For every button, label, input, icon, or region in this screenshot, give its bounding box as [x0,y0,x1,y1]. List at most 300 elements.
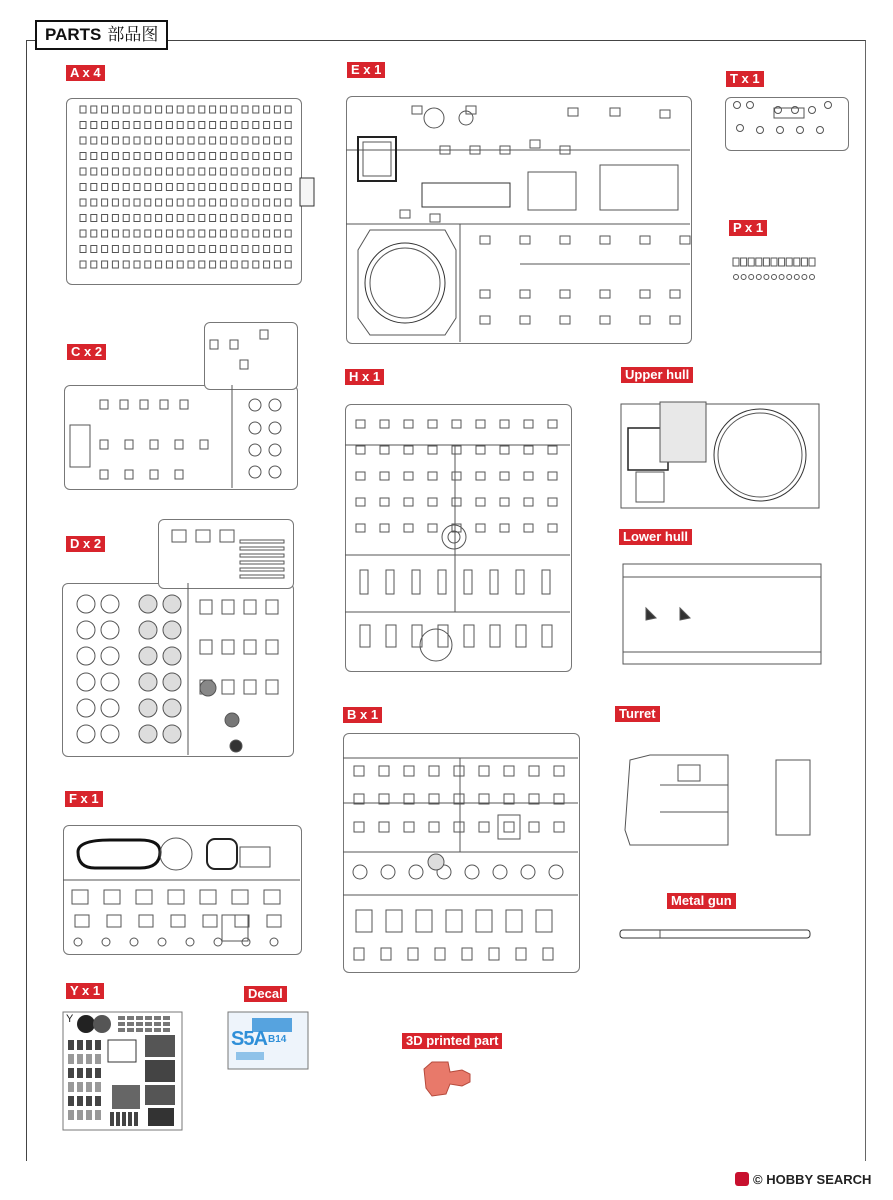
part-piece [177,230,183,237]
part-piece [810,275,815,280]
part-piece [825,102,832,109]
part-piece [242,122,248,129]
sprue-e-parts [400,106,690,324]
part-piece [77,1068,83,1078]
part-piece [380,524,389,532]
part-piece [285,168,291,175]
part-piece [660,110,670,118]
part-piece [127,1028,134,1032]
part-piece [210,340,218,349]
part-piece [199,261,205,268]
part-piece [91,261,97,268]
part-piece [180,400,188,409]
part-piece [479,766,489,776]
part-piece [220,261,226,268]
part-piece [112,184,118,191]
part-piece [101,621,119,639]
title-text: PARTS [45,25,102,44]
part-piece [102,230,108,237]
part-piece [200,440,208,449]
label-upper-hull: Upper hull [621,367,693,383]
part-piece [177,106,183,113]
part-piece [249,422,261,434]
part-piece [130,938,138,946]
part-piece [242,168,248,175]
part-piece [253,199,259,206]
part-piece [274,153,280,160]
part-piece [235,915,249,927]
part-piece [548,498,557,506]
part-piece [177,261,183,268]
part-piece [156,153,162,160]
part-piece [122,1112,126,1126]
part-piece [134,199,140,206]
part-piece [214,938,222,946]
part-piece [430,214,440,222]
part-piece [242,153,248,160]
label-sprue-t: T x 1 [726,71,764,87]
part-piece [199,230,205,237]
part-piece [749,275,754,280]
part-piece [264,890,280,904]
part-piece [400,210,410,218]
part-piece [139,915,153,927]
part-piece [102,938,110,946]
part-piece [104,890,120,904]
part-piece [102,153,108,160]
part-piece [145,184,151,191]
part-piece [145,153,151,160]
part-piece [112,246,118,253]
part-piece [86,1110,92,1120]
part-piece [134,1112,138,1126]
part-piece [264,215,270,222]
part-piece [240,360,248,369]
label-sprue-y: Y x 1 [66,983,104,999]
part-piece [264,168,270,175]
part-piece [102,137,108,144]
part-piece [210,199,216,206]
part-piece [166,261,172,268]
part-piece [231,230,237,237]
part-piece [354,948,364,960]
part-piece [269,399,281,411]
part-piece [356,910,372,932]
part-piece [118,1016,125,1020]
part-piece [524,498,533,506]
part-piece [199,137,205,144]
part-piece [244,600,256,614]
part-piece [274,246,280,253]
part-piece [112,168,118,175]
part-piece [504,766,514,776]
part-piece [356,498,365,506]
part-piece [524,472,533,480]
part-piece [428,524,437,532]
part-piece [404,472,413,480]
part-piece [150,470,158,479]
part-piece [199,122,205,129]
label-sprue-e: E x 1 [347,62,385,78]
part-piece [220,122,226,129]
part-piece [520,236,530,244]
part-piece [640,316,650,324]
part-piece [490,625,500,647]
part-piece [156,137,162,144]
part-piece [242,230,248,237]
part-piece [802,275,807,280]
part-piece [145,246,151,253]
part-piece [231,137,237,144]
part-piece [733,258,739,266]
part-piece [171,915,185,927]
part-piece [112,137,118,144]
part-piece [640,236,650,244]
part-piece [756,258,762,266]
part-piece [145,168,151,175]
part-piece [74,938,82,946]
part-piece [125,470,133,479]
part-piece [77,1082,83,1092]
part-piece [77,1040,83,1050]
sprue-c-parts [100,330,281,479]
part-piece [270,938,278,946]
part-piece [266,640,278,654]
part-piece [404,822,414,832]
part-piece [438,570,446,594]
part-piece [145,1028,152,1032]
part-piece [741,275,746,280]
part-piece [128,1112,132,1126]
part-piece [435,948,445,960]
part-piece [210,246,216,253]
part-piece [188,153,194,160]
part-piece [77,699,95,717]
part-piece [196,530,210,542]
part-piece [156,246,162,253]
part-piece [91,199,97,206]
part-piece [163,725,181,743]
part-piece [244,640,256,654]
hobby-search-logo-icon [735,1172,749,1186]
part-piece [734,102,741,109]
part-piece [240,561,284,564]
part-piece [107,915,121,927]
part-piece [253,122,259,129]
part-piece [516,570,524,594]
part-piece [504,822,514,832]
part-piece [102,106,108,113]
part-piece [134,184,140,191]
part-piece [68,1110,74,1120]
part-piece [95,1110,101,1120]
part-piece [156,215,162,222]
part-piece [166,168,172,175]
part-piece [554,822,564,832]
part-piece [428,498,437,506]
part-piece [118,1028,125,1032]
part-piece [353,865,367,879]
part-piece [242,137,248,144]
label-metal-gun: Metal gun [667,893,736,909]
part-piece [380,446,389,454]
part-piece [166,199,172,206]
part-piece [249,399,261,411]
part-piece [230,740,242,752]
part-piece [95,1068,101,1078]
part-piece [210,106,216,113]
part-piece [779,275,784,280]
part-piece [429,822,439,832]
part-piece [220,230,226,237]
part-piece [123,184,129,191]
part-piece [80,246,86,253]
part-piece [476,524,485,532]
part-piece [520,316,530,324]
part-piece [240,568,284,571]
part-piece [163,595,181,613]
part-piece [500,446,509,454]
part-piece [242,106,248,113]
part-piece [203,915,217,927]
part-piece [86,1082,92,1092]
part-piece [253,261,259,268]
part-piece [640,290,650,298]
part-piece [530,140,540,148]
part-piece [101,725,119,743]
part-piece [145,122,151,129]
part-piece [529,766,539,776]
part-piece [134,153,140,160]
part-piece [274,261,280,268]
part-piece [166,106,172,113]
part-piece [200,680,216,696]
part-piece [80,168,86,175]
sprue-t-parts [734,102,832,134]
part-piece [404,766,414,776]
part-piece [91,122,97,129]
part-piece [500,472,509,480]
part-piece [112,199,118,206]
part-piece [801,258,807,266]
part-piece [127,1022,134,1026]
part-piece [220,153,226,160]
part-piece [136,1028,143,1032]
part-piece [404,498,413,506]
part-piece [253,230,259,237]
part-piece [274,215,280,222]
part-piece [156,184,162,191]
part-piece [163,673,181,691]
part-piece [543,948,553,960]
part-piece [264,246,270,253]
part-piece [794,258,800,266]
part-piece [253,168,259,175]
part-piece [91,106,97,113]
sprue-d-parts [77,530,284,752]
part-piece [118,1022,125,1026]
sprue-a-tab [300,178,314,206]
part-piece [610,108,620,116]
part-piece [139,673,157,691]
part-piece [220,106,226,113]
part-piece [231,215,237,222]
part-piece [68,1082,74,1092]
part-piece [560,290,570,298]
part-piece [95,1082,101,1092]
part-piece [95,1054,101,1064]
part-piece [123,199,129,206]
part-piece [134,246,140,253]
part-piece [156,168,162,175]
part-piece [166,153,172,160]
part-piece [464,570,472,594]
part-piece [786,258,792,266]
part-piece [240,575,284,578]
watermark [735,1172,871,1187]
part-piece [102,246,108,253]
part-piece [200,640,212,654]
label-sprue-c: C x 2 [67,344,106,360]
part-piece [95,1040,101,1050]
part-piece [91,137,97,144]
part-piece [123,230,129,237]
part-piece [220,184,226,191]
part-piece [110,1112,114,1126]
label-sprue-h: H x 1 [345,369,384,385]
part-piece [210,153,216,160]
part-piece [75,915,89,927]
part-piece [560,316,570,324]
part-piece [285,230,291,237]
part-piece [489,948,499,960]
part-piece [210,137,216,144]
part-piece [112,106,118,113]
part-piece [68,1068,74,1078]
part-piece [274,184,280,191]
part-piece [408,948,418,960]
part-piece [274,230,280,237]
part-piece [188,122,194,129]
part-piece [123,215,129,222]
part-piece [285,261,291,268]
part-piece [156,122,162,129]
part-piece [428,854,444,870]
part-piece [269,422,281,434]
part-piece [554,766,564,776]
engine-deck-part [422,183,510,207]
part-piece [462,948,472,960]
part-piece [428,420,437,428]
part-piece [123,261,129,268]
part-piece [220,530,234,542]
sprue-f-parts [72,847,281,946]
part-piece [210,261,216,268]
part-piece [91,153,97,160]
part-piece [452,498,461,506]
part-piece [429,766,439,776]
part-piece [253,246,259,253]
part-piece [199,153,205,160]
part-piece [188,199,194,206]
part-piece [80,153,86,160]
part-piece [77,1110,83,1120]
part-piece [386,910,402,932]
part-piece [763,258,769,266]
part-piece [188,168,194,175]
part-piece [274,106,280,113]
part-piece [772,275,777,280]
part-piece [354,766,364,776]
part-piece [231,106,237,113]
part-piece [381,865,395,879]
part-piece [225,713,239,727]
part-piece [100,400,108,409]
part-piece [80,122,86,129]
part-piece [163,1022,170,1026]
part-piece [166,230,172,237]
part-piece [188,106,194,113]
part-piece [80,261,86,268]
part-piece [199,168,205,175]
part-piece [163,699,181,717]
part-piece [139,699,157,717]
part-piece [120,400,128,409]
part-piece [199,246,205,253]
part-piece [771,258,777,266]
part-piece [542,625,552,647]
part-piece [285,246,291,253]
part-piece [188,184,194,191]
part-piece [150,440,158,449]
part-piece [438,625,448,647]
part-piece [72,890,88,904]
part-piece [379,766,389,776]
part-piece [145,199,151,206]
part-piece [91,215,97,222]
part-piece [222,600,234,614]
label-decal: Decal [244,986,287,1002]
part-piece [244,680,256,694]
part-piece [123,137,129,144]
part-piece [123,168,129,175]
part-piece [80,137,86,144]
part-piece [231,199,237,206]
decal-b14: B14 [268,1034,287,1045]
part-piece [188,246,194,253]
part-piece [416,910,432,932]
part-piece [264,230,270,237]
part-piece [140,400,148,409]
part-piece [177,153,183,160]
part-piece [102,199,108,206]
part-piece [231,261,237,268]
part-piece [86,1054,92,1064]
part-piece [77,673,95,691]
part-piece [380,420,389,428]
part-piece [220,168,226,175]
part-piece [177,215,183,222]
part-piece [188,230,194,237]
part-piece [380,472,389,480]
part-piece [285,106,291,113]
part-piece [476,472,485,480]
title-subtitle: 部品图 [107,25,159,44]
part-piece [452,420,461,428]
part-piece [123,122,129,129]
part-piece [285,137,291,144]
part-piece [80,184,86,191]
